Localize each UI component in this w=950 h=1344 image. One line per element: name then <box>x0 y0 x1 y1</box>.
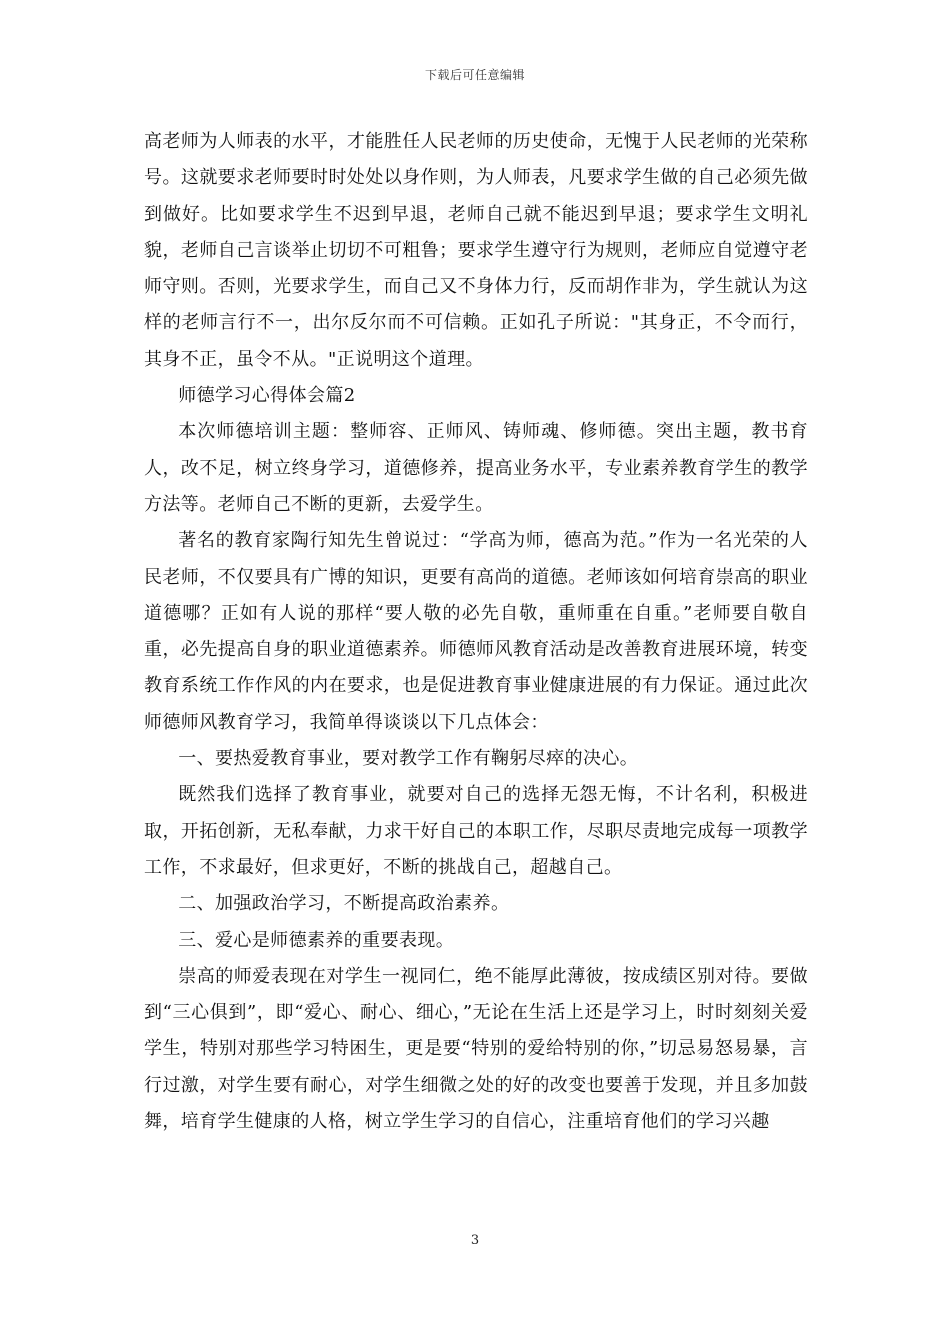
point-heading-1: 一、要热爱教育事业，要对教学工作有鞠躬尽瘁的决心。 <box>178 748 639 770</box>
paragraph-continuation: 高老师为人师表的水平，才能胜任人民老师的历史使命，无愧于人民老师的光荣称号。这就要求老师要时时处处以身作则，为人师表，凡要求学生做的自己必须先做到做好。比如要求学生不迟到早退，老师自己就不能迟到早退；要求学生文明礼貌，老师自己言谈举止切切不可粗鲁；要求学生遵守行为规则，老师应自觉遵守老师守则。否则，光要求学生，而自己又不身体力行，反而胡作非为，学生就认为这样的老师言行不一，出尔反尔而不可信赖。正如孔子所说："其身正，不令而行，其身不正，虽令不从。"正说明这个道理。 <box>144 131 808 370</box>
paragraph: 本次师德培训主题：整师容、正师风、铸师魂、修师德。突出主题，教书育人，改不足，树立终身学习，道德修养，提高业务水平，专业素养教育学生的教学方法等。老师自己不断的更新，去爱学生。 <box>144 421 808 515</box>
document-body <box>144 124 808 1140</box>
paragraph: 既然我们选择了教育事业，就要对自己的选择无怨无悔，不计名利，积极进取，开拓创新，无私奉献，力求干好自己的本职工作，尽职尽责地完成每一项教学工作，不求最好，但求更好，不断的挑战自己，超越自己。 <box>144 784 808 878</box>
page-number: 3 <box>470 1233 480 1248</box>
point-heading-3: 三、爱心是师德素养的重要表现。 <box>178 929 455 951</box>
point-heading-2: 二、加强政治学习，不断提高政治素养。 <box>178 893 510 915</box>
page-header: 下载后可任意编辑 <box>424 68 525 82</box>
section-heading: 师德学习心得体会篇2 <box>178 385 356 407</box>
paragraph: 崇高的师爱表现在对学生一视同仁，绝不能厚此薄彼，按成绩区别对待。要做到“三心俱到”，即“爱心、耐心、细心，”无论在生活上还是学习上，时时刻刻关爱学生，特别对那些学习特困生，更是要“特别的爱给特别的你，”切忌易怒易暴，言行过激，对学生要有耐心，对学生细微之处的好的改变也要善于发现，并且多加鼓舞，培育学生健康的人格，树立学生学习的自信心，注重培育他们的学习兴趣 <box>144 965 808 1133</box>
paragraph: 著名的教育家陶行知先生曾说过：“学高为师，德高为范。”作为一名光荣的人民老师，不仅要具有广博的知识，更要有高尚的道德。老师该如何培育崇高的职业道德哪？正如有人说的那样“要人敬的必先自敬，重师重在自重。”老师要自敬自重，必先提高自身的职业道德素养。师德师风教育活动是改善教育进展环境，转变教育系统工作作风的内在要求，也是促进教育事业健康进展的有力保证。通过此次师德师风教育学习，我简单得谈谈以下几点体会： <box>144 530 808 733</box>
